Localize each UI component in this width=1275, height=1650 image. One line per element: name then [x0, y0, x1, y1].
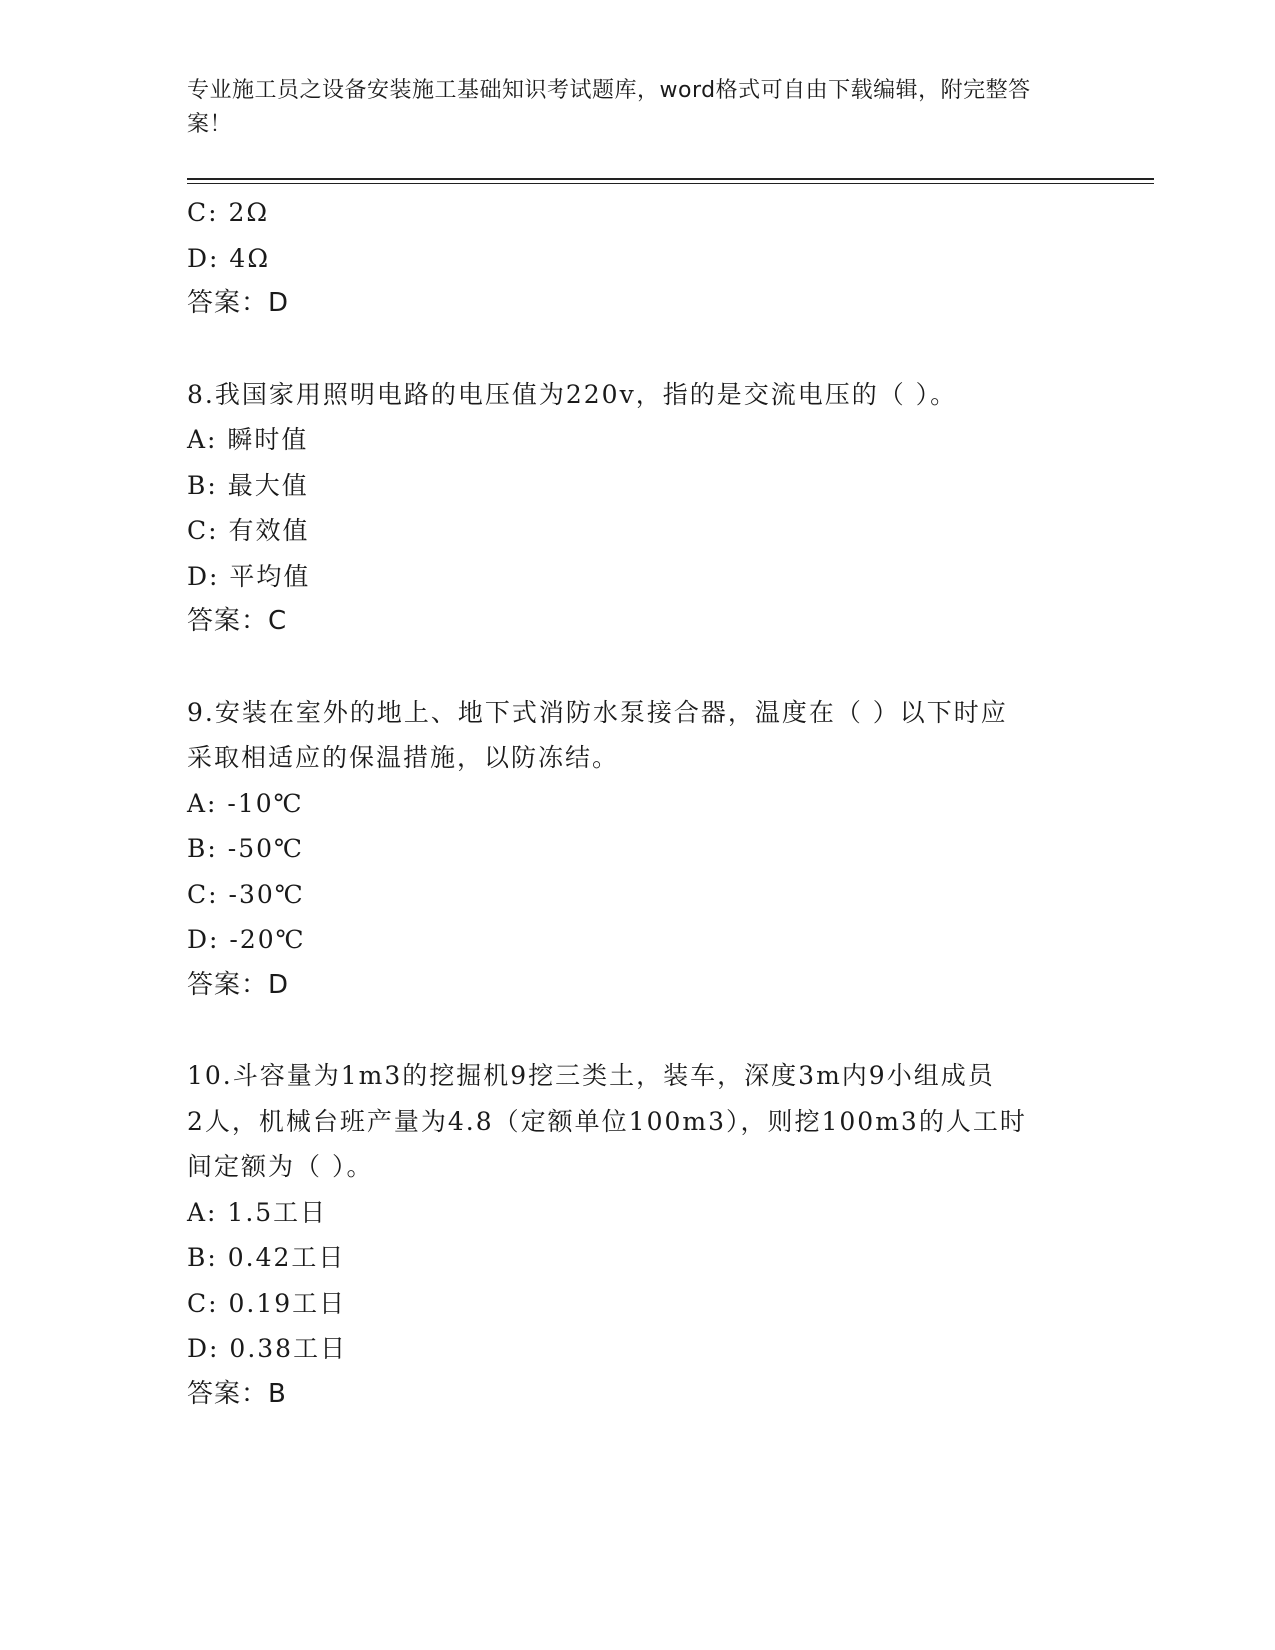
option-d: D: 4Ω: [187, 243, 271, 273]
question-10: [187, 1053, 1087, 1417]
answer-line: 答案：D: [187, 288, 290, 318]
option-b: B: 0.42工日: [187, 1243, 346, 1272]
answer-line: 答案：B: [187, 1378, 287, 1409]
spacer: [187, 645, 1087, 690]
option-a: A: 瞬时值: [187, 425, 309, 454]
option-b: B: -50℃: [187, 834, 304, 863]
option-d: D: 平均值: [187, 561, 311, 591]
question-8: [187, 372, 1087, 645]
question-content: [187, 190, 1087, 1417]
header-rule-thick: [187, 178, 1154, 180]
question-stem: 9.安装在室外的地上、地下式消防水泵接合器，温度在（ ）以下时应: [187, 697, 1008, 727]
option-c: C: -30℃: [187, 879, 305, 909]
page-header: 专业施工员之设备安装施工基础知识考试题库，word格式可自由下载编辑，附完整答案！: [187, 78, 1031, 137]
question-stem: 8.我国家用照明电路的电压值为220v，指的是交流电压的（ ）。: [187, 379, 958, 409]
answer-line: 答案：D: [187, 969, 290, 1000]
option-a: A: -10℃: [187, 788, 304, 818]
question-stem: 采取相适应的保温措施，以防冻结。: [187, 743, 620, 772]
option-d: D: 0.38工日: [187, 1334, 348, 1363]
prev-question-block: [187, 190, 1087, 327]
option-c: C: 2Ω: [187, 198, 270, 227]
option-c: C: 有效值: [187, 516, 310, 545]
spacer: [187, 327, 1087, 372]
question-stem: 10.斗容量为1m3的挖掘机9挖三类土，装车，深度3m内9小组成员: [187, 1061, 995, 1090]
question-stem: 间定额为（ ）。: [187, 1152, 374, 1181]
option-c: C: 0.19工日: [187, 1288, 347, 1318]
option-a: A: 1.5工日: [187, 1197, 328, 1227]
option-b: B: 最大值: [187, 470, 309, 500]
question-9: [187, 690, 1087, 1009]
spacer: [187, 1008, 1087, 1053]
option-d: D: -20℃: [187, 925, 306, 954]
answer-line: 答案：C: [187, 606, 288, 636]
header-rule-thin: [187, 183, 1154, 184]
question-stem: 2人，机械台班产量为4.8（定额单位100m3），则挖100m3的人工时: [187, 1106, 1027, 1136]
